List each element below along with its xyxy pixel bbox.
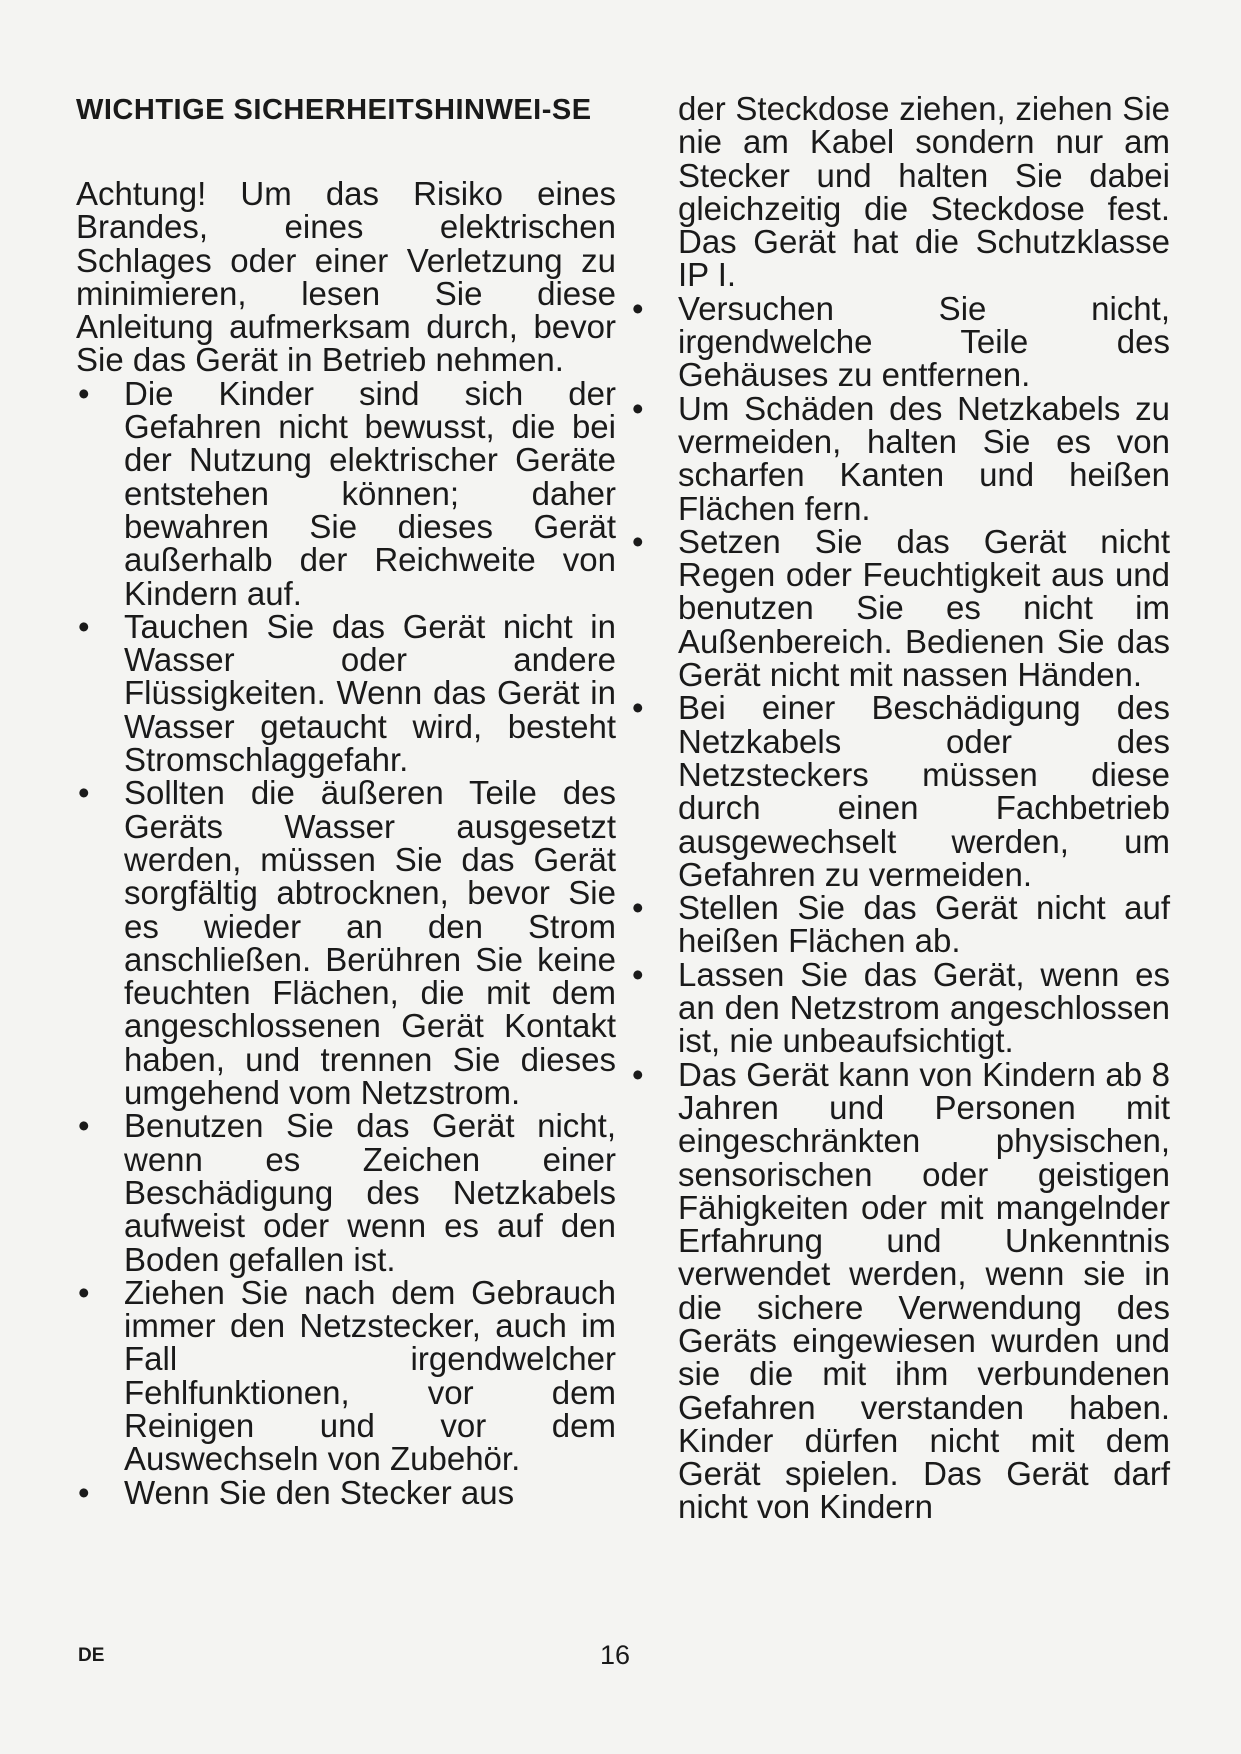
section-heading: WICHTIGE SICHERHEITSHINWEI-SE: [76, 94, 592, 126]
list-item: [76, 1107, 616, 1278]
bullet-icon: •: [632, 289, 644, 327]
list-item-text: Ziehen Sie nach dem Gebrauch immer den Netzstecker, auch im Fall irgendwelcher Fehlfunktionen, vor dem Reinigen und vor dem Auswechseln von Zubehör.: [124, 1273, 616, 1478]
list-item: [630, 522, 1170, 694]
bullet-icon: •: [632, 522, 644, 560]
intro-paragraph: Achtung! Um das Risiko eines Brandes, eines elektrischen Schlages oder einer Verletzung zu minimieren, lesen Sie diese Anleitung aufmerksam durch, bevor Sie das Gerät in Betrieb nehmen.: [76, 175, 616, 379]
list-item-text: Wenn Sie den Stecker aus: [124, 1473, 515, 1511]
bullet-icon: •: [78, 1107, 90, 1145]
list-item-text: Bei einer Beschädigung des Netzkabels oder des Netzsteckers müssen diese durch einen Fachbetrieb ausgewechselt werden, um Gefahren zu vermeiden.: [678, 689, 1170, 893]
right-bullet-list: [630, 289, 1170, 1526]
bullet-icon: •: [78, 607, 90, 645]
list-item: [630, 691, 1170, 891]
language-code: DE: [78, 1645, 105, 1666]
list-item-text: Die Kinder sind sich der Gefahren nicht bewusst, die bei der Nutzung elektrischer Geräte entstehen können; daher bewahren Sie dieses Gerät außerhalb der Reichweite von Kindern auf.: [124, 374, 616, 612]
bullet-icon: •: [632, 689, 644, 727]
list-item: [630, 289, 1170, 394]
bullet-icon: •: [78, 1473, 90, 1511]
bullet-icon: •: [632, 889, 644, 927]
list-item: [630, 1055, 1170, 1526]
list-item: [630, 891, 1170, 958]
bullet-icon: •: [632, 389, 644, 427]
list-item: [76, 607, 616, 779]
bullet-icon: •: [78, 374, 90, 412]
list-item-text: Das Gerät kann von Kindern ab 8 Jahren und Personen mit eingeschränkten physischen, sensorischen oder geistigen Fähigkeiten oder mit mangelnder Erfahrung und Unkenntnis verwendet werden, wenn sie in die sichere Verwendung des Geräts eingewiesen wurden und sie die mit ihm verbundenen Gefahren verstanden haben. Kinder dürfen nicht mit dem Gerät spielen. Das Gerät darf nicht von Kindern: [678, 1055, 1170, 1526]
left-column: [76, 177, 616, 1509]
list-item-text: Um Schäden des Netzkabels zu vermeiden, halten Sie es von scharfen Kanten und heißen Flächen fern.: [678, 389, 1170, 527]
right-column: [630, 92, 1170, 1524]
bullet-icon: •: [632, 955, 644, 993]
list-item: [76, 374, 616, 612]
list-item: [630, 389, 1170, 527]
list-item-text: Tauchen Sie das Gerät nicht in Wasser oder andere Flüssigkeiten. Wenn das Gerät in Wasser getaucht wird, besteht Stromschlaggefahr.: [124, 607, 616, 779]
list-item: [630, 955, 1170, 1060]
left-bullet-list: [76, 374, 616, 1511]
bullet-icon: •: [78, 1273, 90, 1311]
continued-paragraph: der Steckdose ziehen, ziehen Sie nie am Kabel sondern nur am Stecker und halten Sie dabei gleichzeitig die Steckdose fest. Das Gerät hat die Schutzklasse IP I.: [678, 90, 1170, 294]
list-item-text: Setzen Sie das Gerät nicht Regen oder Feuchtigkeit aus und benutzen Sie es nicht im Außenbereich. Bedienen Sie das Gerät nicht mit nassen Händen.: [678, 522, 1170, 694]
list-item: [76, 1273, 616, 1478]
list-item-text: Stellen Sie das Gerät nicht auf heißen Flächen ab.: [678, 889, 1170, 960]
list-item-text: Benutzen Sie das Gerät nicht, wenn es Zeichen einer Beschädigung des Netzkabels aufweist oder wenn es auf den Boden gefallen ist.: [124, 1107, 616, 1278]
list-item-text: Sollten die äußeren Teile des Geräts Wasser ausgesetzt werden, müssen Sie das Gerät sorgfältig abtrocknen, bevor Sie es wieder an den Strom anschließen. Berühren Sie keine feuchten Flächen, die mit dem angeschlossenen Gerät Kontakt haben, und trennen Sie dieses umgehend vom Netzstrom.: [124, 774, 616, 1112]
bullet-icon: •: [78, 774, 90, 812]
list-item: [76, 1473, 616, 1511]
list-item-text: Lassen Sie das Gerät, wenn es an den Netzstrom angeschlossen ist, nie unbeaufsichtigt.: [678, 955, 1170, 1060]
list-item: [76, 774, 616, 1112]
bullet-icon: •: [632, 1055, 644, 1093]
list-item-text: Versuchen Sie nicht, irgendwelche Teile des Gehäuses zu entfernen.: [678, 289, 1170, 394]
page-number: 16: [600, 1640, 631, 1670]
